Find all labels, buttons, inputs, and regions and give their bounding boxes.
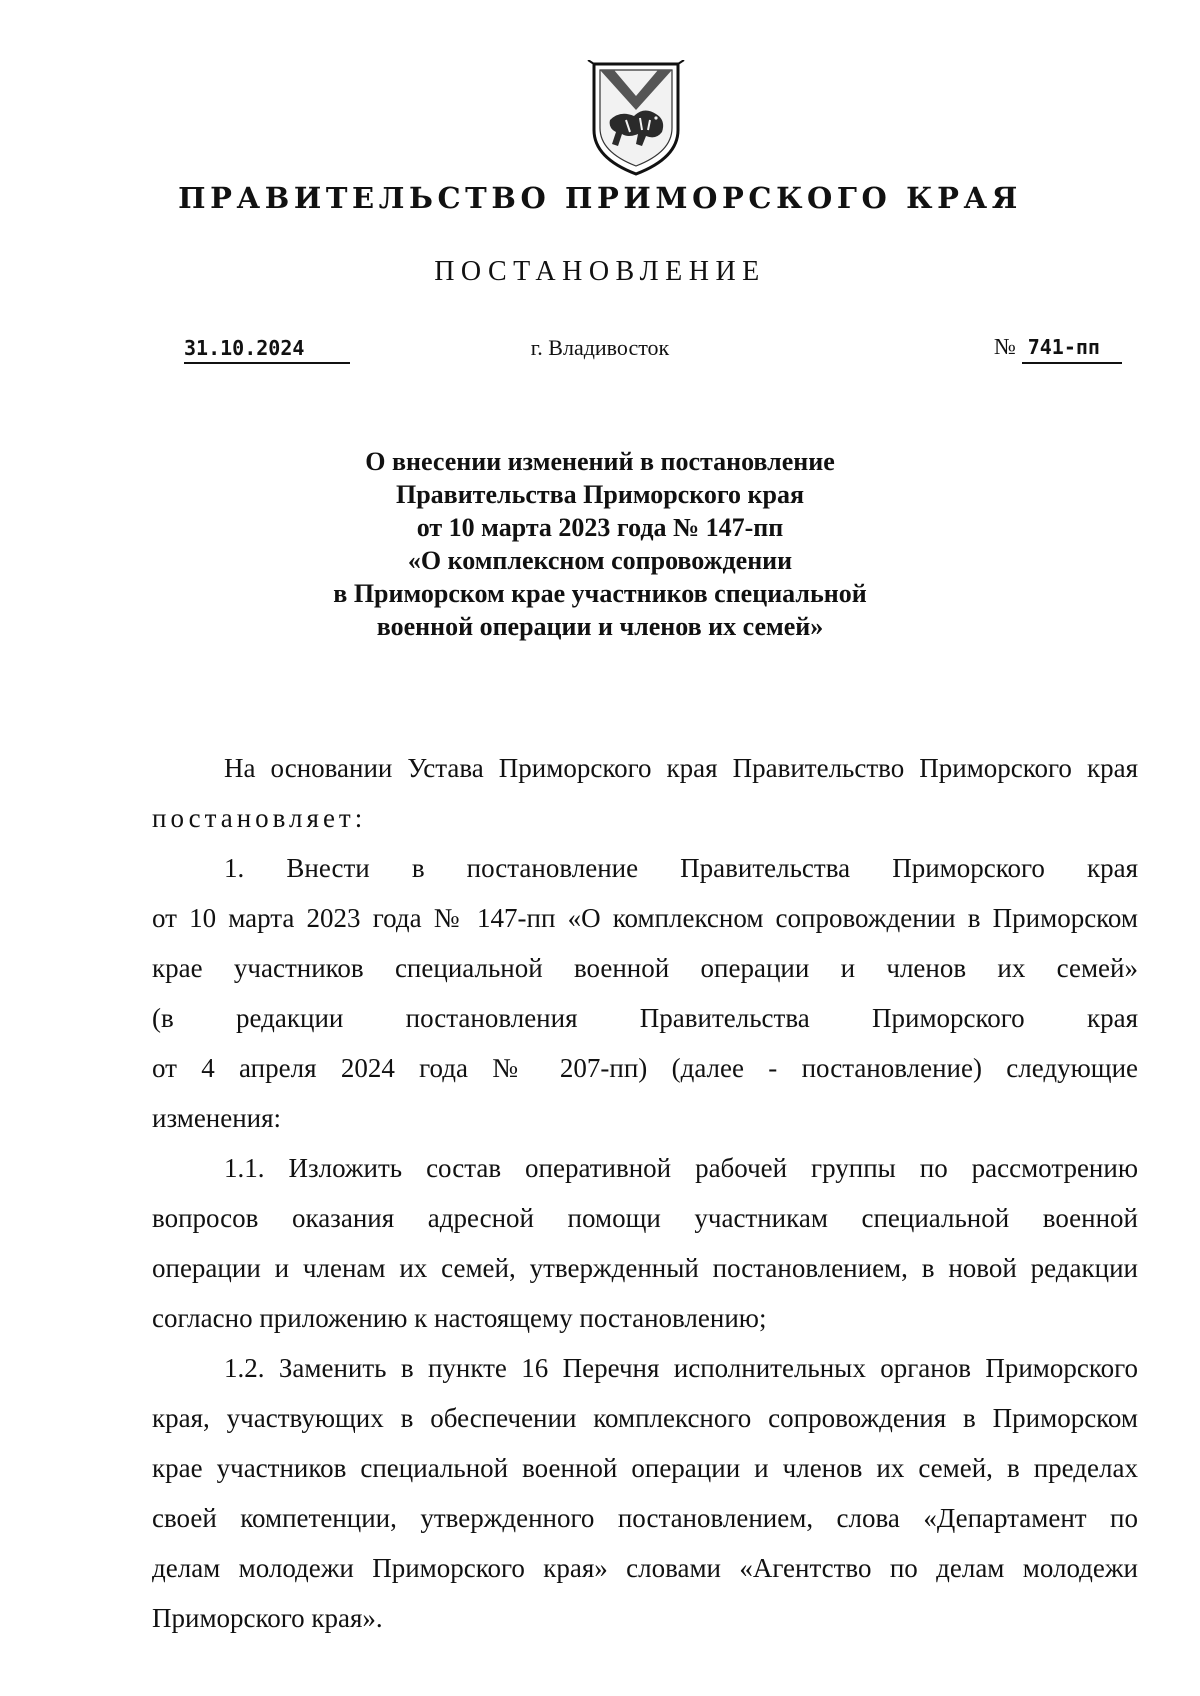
item-1-1-line: согласно приложению к настоящему постановлению; — [152, 1303, 767, 1333]
coat-of-arms-icon — [586, 60, 686, 178]
document-date: 31.10.2024 — [184, 334, 350, 364]
document-type: ПОСТАНОВЛЕНИЕ — [434, 256, 766, 287]
item-1-2-line: Приморского края». — [152, 1603, 383, 1633]
title-line: от 10 марта 2023 года № 147-пп — [416, 513, 784, 542]
item-1-line: (в редакции постановления Правительства Приморского края — [152, 1003, 1138, 1033]
item-1-line: от 10 марта 2023 года № 147-пп «О комплексном сопровождении в Приморском — [152, 903, 1138, 933]
item-1-line: 1. Внести в постановление Правительства Приморского края — [224, 853, 1138, 883]
document-number-label: № — [994, 334, 1016, 359]
preamble-line: На основании Устава Приморского края Правительство Приморского края — [224, 753, 1138, 783]
document-title — [0, 445, 1200, 643]
title-line: военной операции и членов их семей» — [376, 612, 824, 641]
item-1-1-line: вопросов оказания адресной помощи участникам специальной военной — [152, 1203, 1138, 1233]
item-1-2-line: делам молодежи Приморского края» словами «Агентство по делам молодежи — [152, 1553, 1138, 1583]
organization-name: ПРАВИТЕЛЬСТВО ПРИМОРСКОГО КРАЯ — [178, 181, 1022, 215]
resolves-word: постановляет: — [152, 803, 367, 833]
document-number — [994, 332, 1120, 364]
title-line: О внесении изменений в постановление — [365, 447, 835, 476]
item-1-2-line: своей компетенции, утвержденного постановлением, слова «Департамент по — [152, 1503, 1138, 1533]
document-number-value: 741-пп — [1022, 332, 1122, 364]
item-1-1-line: 1.1. Изложить состав оперативной рабочей группы по рассмотрению — [224, 1153, 1138, 1183]
item-1-1-line: операции и членам их семей, утвержденный постановлением, в новой редакции — [152, 1253, 1138, 1283]
item-1-2-line: крае участников специальной военной операции и членов их семей, в пределах — [152, 1453, 1138, 1483]
title-line: Правительства Приморского края — [395, 480, 805, 509]
title-line: «О комплексном сопровождении — [407, 546, 793, 575]
item-1-line: крае участников специальной военной операции и членов их семей» — [152, 953, 1138, 983]
document-body — [152, 743, 1138, 1643]
item-1-2-line: 1.2. Заменить в пункте 16 Перечня исполнительных органов Приморского — [224, 1353, 1138, 1383]
item-1-2-line: края, участвующих в обеспечении комплексного сопровождения в Приморском — [152, 1403, 1138, 1433]
title-line: в Приморском крае участников специальной — [333, 579, 867, 608]
document-city: г. Владивосток — [530, 335, 670, 360]
item-1-line: изменения: — [152, 1103, 282, 1133]
item-1-line: от 4 апреля 2024 года № 207-пп) (далее - постановление) следующие — [152, 1053, 1138, 1083]
